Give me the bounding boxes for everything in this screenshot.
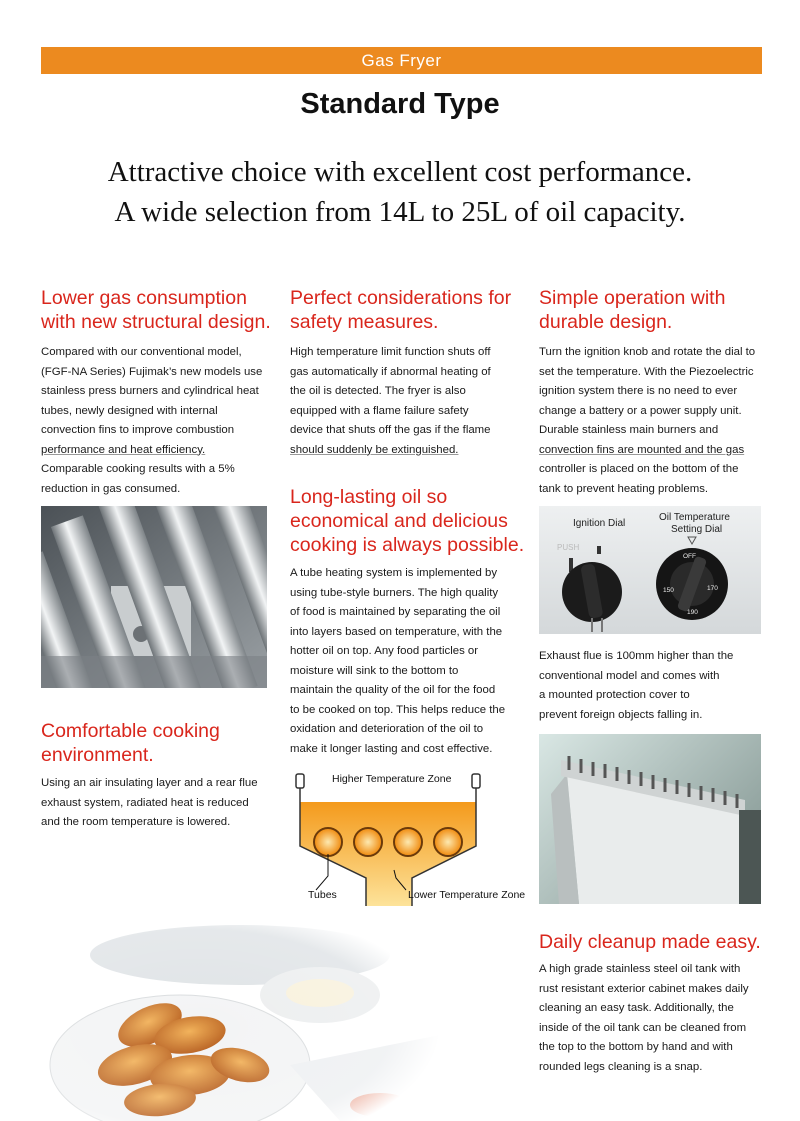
cleanup-heading-line: Daily cleanup made easy. [539,931,761,953]
simple-body [539,343,755,499]
higher-zone-label: Higher Temperature Zone [332,773,452,785]
gas-line: stainless press burners and cylindrical heat [41,385,259,397]
gas-line: tubes, newly designed with internal [41,404,218,417]
tube-circle [434,828,462,856]
oil-zone-diagram [288,766,528,906]
comfort-body [41,774,258,833]
oil-line: hotter oil on top. Any food particles or [290,645,479,657]
safety-line: gas automatically if abnormal heating of [290,365,491,378]
comfort-heading-line: environment. [41,744,154,766]
oil-heading-line: economical and delicious [290,510,508,532]
simple-line: controller is placed on the bottom of the [539,463,739,475]
exhaust-line: conventional model and comes with [539,669,720,682]
oil-dial-label: Oil Temperature [659,512,730,523]
fried-shrimp-photo [40,915,440,1121]
comfort-heading-line: Comfortable cooking [41,720,220,742]
oil-line: of food is maintained by separating the oil [290,606,501,618]
simple-heading-line: durable design. [539,311,673,333]
tube-circle [394,828,422,856]
oil-line: to be cooked on top. This helps reduce the [290,703,506,716]
exhaust-body [539,647,733,725]
cleanup-heading [539,930,761,954]
oil-heading [290,485,524,557]
exhaust-line: prevent foreign objects falling in. [539,708,703,721]
push-label: PUSH [557,543,580,552]
safety-line: High temperature limit function shuts off [290,346,491,358]
simple-line: tank to prevent heating problems. [539,482,709,495]
gas-line: performance and heat efficiency. [41,443,206,456]
gas-heading [41,286,271,334]
dial-scale: 170 [707,585,718,592]
burner-tubes-photo [41,506,267,688]
oil-line: A tube heating system is implemented by [290,567,498,579]
exhaust-flue-photo [539,734,761,904]
tube-circle [354,828,382,856]
cleanup-line: cleaning an easy task. Additionally, the [539,1002,734,1014]
safety-heading-line: Perfect considerations for [290,287,512,309]
cleanup-line: inside of the oil tank can be cleaned from [539,1021,747,1034]
dial-off-label: OFF [683,553,696,560]
gas-line: Compared with our conventional model, [41,346,242,358]
cleanup-line: A high grade stainless steel oil tank with [539,963,741,975]
oil-line: make it longer lasting and cost effective. [290,742,493,755]
cleanup-line: the top to the bottom by hand and with [539,1041,733,1053]
simple-heading-line: Simple operation with [539,287,726,309]
dial-scale: 150 [663,587,674,594]
comfort-heading [41,719,220,767]
safety-line: device that shuts off the gas if the flame [290,424,491,436]
exhaust-line: Exhaust flue is 100mm higher than the [539,650,734,662]
cleanup-line: rust resistant exterior cabinet makes daily [539,982,749,995]
oil-line: maintain the quality of the oil for the food [290,684,496,696]
gas-line: (FGF-NA Series) Fujimak’s new models use [41,365,263,378]
gas-line: Comparable cooking results with a 5% [41,463,235,475]
category-banner: Gas Fryer [41,47,762,74]
tubes-label: Tubes [308,889,337,901]
gas-heading-line: with new structural design. [41,311,271,333]
simple-line: Durable stainless main burners and [539,424,719,436]
comfort-line: and the room temperature is lowered. [41,816,231,828]
safety-heading [290,286,511,334]
safety-line: should suddenly be extinguished. [290,443,459,456]
safety-line: the oil is detected. The fryer is also [290,385,466,397]
tagline-line-2: A wide selection from 14L to 25L of oil capacity. [114,196,686,228]
tube-circle [314,828,342,856]
safety-line: equipped with a flame failure safety [290,404,469,417]
cleanup-line: rounded legs cleaning is a snap. [539,1060,703,1073]
cleanup-body [539,960,749,1077]
tagline-line-1: Attractive choice with excellent cost performance. [107,156,693,188]
oil-line: moisture will sink to the bottom to [290,664,459,677]
oil-line: into layers based on temperature, with the [290,625,503,638]
oil-heading-line: Long-lasting oil so [290,486,448,508]
exhaust-line: a mounted protection cover to [539,689,690,701]
gas-line: convection fins to improve combustion [41,424,235,436]
lower-zone-label: Lower Temperature Zone [408,889,526,901]
page-title: Standard Type [300,88,500,120]
gas-body [41,343,262,499]
comfort-line: exhaust system, radiated heat is reduced [41,796,249,809]
oil-dial-label: Setting Dial [671,524,723,535]
oil-line: using tube-style burners. The high quality [290,586,499,599]
simple-line: change a battery or a power supply unit. [539,404,742,417]
simple-line: convection fins are mounted and the gas [539,443,745,456]
oil-line: oxidation and deterioration of the oil to [290,723,484,735]
oil-body [290,564,505,759]
control-dials-photo [539,506,761,634]
simple-heading [539,286,725,334]
ignition-dial-label: Ignition Dial [573,518,626,529]
simple-line: set the temperature. With the Piezoelectric [539,365,754,378]
tagline [0,152,800,232]
oil-heading-line: cooking is always possible. [290,534,525,556]
dial-scale: 190 [687,609,698,616]
simple-line: Turn the ignition knob and rotate the dial to [539,346,756,358]
simple-line: ignition system there is no need to ever [539,385,738,397]
gas-line: reduction in gas consumed. [41,482,181,495]
gas-heading-line: Lower gas consumption [41,287,247,309]
comfort-line: Using an air insulating layer and a rear flue [41,777,258,789]
safety-heading-line: safety measures. [290,311,439,333]
safety-body [290,343,491,460]
